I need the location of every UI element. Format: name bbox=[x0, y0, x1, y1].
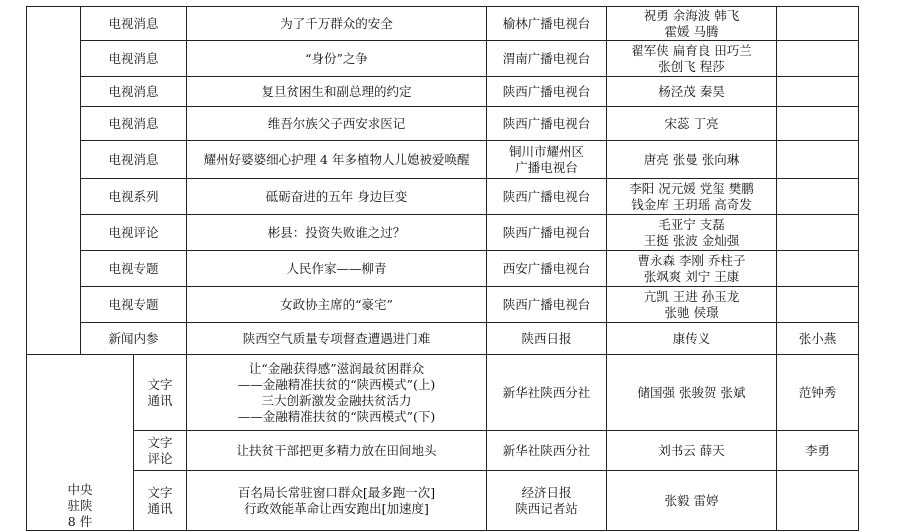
unit-cell bbox=[487, 179, 607, 215]
group-label-cell-line: 8 件 bbox=[67, 514, 93, 529]
authors-cell bbox=[607, 471, 777, 531]
unit-cell bbox=[487, 215, 607, 251]
unit-cell-line: 广播电视台 bbox=[515, 159, 578, 175]
title-cell bbox=[187, 107, 487, 141]
unit-cell-line: 渭南广播电视台 bbox=[502, 50, 591, 66]
unit-cell bbox=[487, 431, 607, 471]
authors-cell bbox=[607, 41, 777, 77]
title-cell-line: 耀州好婆婆细心护理 4 年多植物人儿媳被爱唤醒 bbox=[203, 151, 470, 167]
authors-cell bbox=[607, 141, 777, 179]
type-cell-line: 通讯 bbox=[147, 500, 173, 516]
type-cell-line: 评论 bbox=[147, 450, 173, 466]
authors-cell-line: 宋蕊 丁亮 bbox=[664, 115, 719, 131]
unit-cell-line: 陕西广播电视台 bbox=[502, 115, 591, 131]
editor-cell: 李勇 bbox=[777, 431, 859, 471]
unit-cell bbox=[487, 355, 607, 431]
title-cell-line: 维吾尔族父子西安求医记 bbox=[267, 115, 406, 131]
unit-cell-line: 陕西日报 bbox=[521, 330, 572, 346]
authors-cell-line: 康传义 bbox=[672, 330, 711, 346]
editor-cell bbox=[777, 41, 859, 77]
authors-cell-line: 毛亚宁 支磊 bbox=[658, 216, 725, 232]
authors-cell bbox=[607, 7, 777, 41]
unit-cell-line: 经济日报 bbox=[521, 484, 572, 500]
unit-cell-line: 陕西广播电视台 bbox=[502, 224, 591, 240]
authors-cell bbox=[607, 355, 777, 431]
type-cell bbox=[134, 355, 187, 431]
editor-cell bbox=[777, 251, 859, 287]
type-cell: 新闻内参 bbox=[81, 323, 187, 355]
authors-cell-line: 钱金库 王玥瑶 高奇发 bbox=[631, 196, 752, 212]
type-cell: 电视专题 bbox=[81, 251, 187, 287]
table-row bbox=[27, 431, 859, 471]
editor-cell: 范钟秀 bbox=[777, 355, 859, 431]
unit-cell bbox=[487, 41, 607, 77]
editor-cell bbox=[777, 141, 859, 179]
authors-cell bbox=[607, 323, 777, 355]
authors-cell-line: 张驰 侯璟 bbox=[664, 304, 719, 320]
type-cell: 电视消息 bbox=[81, 107, 187, 141]
type-cell: 电视消息 bbox=[81, 141, 187, 179]
authors-cell-line: 张创飞 程莎 bbox=[658, 58, 725, 74]
title-cell bbox=[187, 77, 487, 107]
table-row bbox=[27, 179, 859, 215]
unit-cell bbox=[487, 323, 607, 355]
table-row bbox=[27, 471, 859, 531]
editor-cell bbox=[777, 215, 859, 251]
unit-cell-line: 陕西广播电视台 bbox=[502, 83, 591, 99]
title-cell bbox=[187, 471, 487, 531]
type-cell: 电视系列 bbox=[81, 179, 187, 215]
type-cell: 电视消息 bbox=[81, 77, 187, 107]
table-row bbox=[27, 251, 859, 287]
unit-cell-line: 西安广播电视台 bbox=[502, 260, 591, 276]
unit-cell-line: 陕西广播电视台 bbox=[502, 296, 591, 312]
authors-cell-line: 祝勇 余海波 韩飞 bbox=[643, 7, 740, 23]
authors-cell bbox=[607, 251, 777, 287]
title-cell bbox=[187, 179, 487, 215]
title-cell-line: 让扶贫干部把更多精力放在田间地头 bbox=[236, 442, 437, 458]
title-cell-line: 陕西空气质量专项督查遭遇进门难 bbox=[242, 330, 431, 346]
unit-cell bbox=[487, 471, 607, 531]
editor-cell bbox=[777, 107, 859, 141]
title-cell-line: ——金融精准扶贫的“陕西模式”(下) bbox=[237, 408, 436, 424]
table-row bbox=[27, 141, 859, 179]
title-cell-line: “身份”之争 bbox=[305, 50, 368, 66]
type-cell: 电视消息 bbox=[81, 41, 187, 77]
title-cell-line: 让“金融获得感”滋润最贫困群众 bbox=[248, 360, 425, 376]
title-cell bbox=[187, 287, 487, 323]
title-cell bbox=[187, 431, 487, 471]
table-row bbox=[27, 7, 859, 41]
table-row bbox=[27, 355, 859, 431]
type-cell-line: 文字 bbox=[147, 484, 173, 500]
group-label-cell-line: 驻陕 bbox=[67, 498, 93, 513]
unit-cell-line: 新华社陕西分社 bbox=[502, 384, 591, 400]
table-row bbox=[27, 107, 859, 141]
table-row bbox=[27, 41, 859, 77]
type-cell bbox=[134, 471, 187, 531]
unit-cell bbox=[487, 107, 607, 141]
editor-cell bbox=[777, 179, 859, 215]
unit-cell bbox=[487, 7, 607, 41]
title-cell-line: 人民作家——柳青 bbox=[286, 260, 387, 276]
group-label-cell-line: 中央 bbox=[67, 482, 93, 497]
awards-table bbox=[26, 6, 859, 531]
authors-cell bbox=[607, 287, 777, 323]
title-cell-line: 复旦贫困生和副总理的约定 bbox=[261, 83, 412, 99]
unit-cell-line: 陕西广播电视台 bbox=[502, 188, 591, 204]
unit-cell bbox=[487, 141, 607, 179]
authors-cell-line: 霍媛 马腾 bbox=[664, 23, 719, 39]
authors-cell-line: 储国强 张骏贺 张斌 bbox=[637, 384, 746, 400]
unit-cell bbox=[487, 77, 607, 107]
unit-cell bbox=[487, 287, 607, 323]
title-cell-line: 三大创新激发金融扶贫活力 bbox=[261, 392, 412, 408]
title-cell-line: 为了千万群众的安全 bbox=[280, 15, 393, 31]
authors-cell-line: 李阳 况元媛 党玺 樊鹏 bbox=[629, 180, 754, 196]
type-cell: 电视专题 bbox=[81, 287, 187, 323]
table-row bbox=[27, 287, 859, 323]
title-cell-line: 砥砺奋进的五年 身边巨变 bbox=[265, 188, 408, 204]
title-cell bbox=[187, 7, 487, 41]
type-cell-line: 文字 bbox=[147, 434, 173, 450]
authors-cell-line: 王挺 张波 金灿强 bbox=[643, 232, 740, 248]
editor-cell: 张小燕 bbox=[777, 323, 859, 355]
authors-cell-line: 刘书云 薛天 bbox=[658, 442, 725, 458]
editor-cell bbox=[777, 77, 859, 107]
title-cell-line: ——金融精准扶贫的“陕西模式”(上) bbox=[237, 376, 436, 392]
type-cell-line: 文字 bbox=[147, 376, 173, 392]
title-cell-line: 彬县：投资失败谁之过？ bbox=[267, 224, 406, 240]
authors-cell-line: 张毅 雷婷 bbox=[664, 492, 719, 508]
type-cell-line: 通讯 bbox=[147, 392, 173, 408]
editor-cell bbox=[777, 287, 859, 323]
table-row bbox=[27, 215, 859, 251]
authors-cell-line: 杨泾茂 秦昊 bbox=[658, 83, 725, 99]
category-cell-blank bbox=[27, 7, 81, 355]
table-row bbox=[27, 323, 859, 355]
authors-cell bbox=[607, 77, 777, 107]
authors-cell bbox=[607, 107, 777, 141]
unit-cell bbox=[487, 251, 607, 287]
authors-cell-line: 翟军侠 扁育良 田巧兰 bbox=[631, 42, 752, 58]
title-cell bbox=[187, 355, 487, 431]
title-cell bbox=[187, 251, 487, 287]
title-cell-line: 行政效能革命让西安跑出[加速度] bbox=[244, 500, 429, 516]
unit-cell-line: 榆林广播电视台 bbox=[502, 15, 591, 31]
title-cell bbox=[187, 41, 487, 77]
unit-cell-line: 陕西记者站 bbox=[515, 500, 578, 516]
authors-cell bbox=[607, 431, 777, 471]
title-cell bbox=[187, 323, 487, 355]
editor-cell bbox=[777, 7, 859, 41]
type-cell bbox=[134, 431, 187, 471]
editor-cell bbox=[777, 471, 859, 531]
authors-cell-line: 唐亮 张曼 张向琳 bbox=[643, 151, 740, 167]
type-cell: 电视评论 bbox=[81, 215, 187, 251]
group-label-cell bbox=[27, 355, 134, 531]
table-row bbox=[27, 77, 859, 107]
unit-cell-line: 新华社陕西分社 bbox=[502, 442, 591, 458]
unit-cell-line: 铜川市耀州区 bbox=[509, 143, 585, 159]
title-cell bbox=[187, 141, 487, 179]
authors-cell-line: 张飒爽 刘宁 王康 bbox=[643, 268, 740, 284]
type-cell: 电视消息 bbox=[81, 7, 187, 41]
authors-cell bbox=[607, 179, 777, 215]
authors-cell-line: 亢凯 王进 孙玉龙 bbox=[643, 288, 740, 304]
title-cell bbox=[187, 215, 487, 251]
title-cell-line: 百名局长常驻窗口群众[最多跑一次] bbox=[237, 484, 436, 500]
authors-cell-line: 曹永森 李刚 乔柱子 bbox=[637, 252, 746, 268]
title-cell-line: 女政协主席的“豪宅” bbox=[280, 296, 393, 312]
authors-cell bbox=[607, 215, 777, 251]
